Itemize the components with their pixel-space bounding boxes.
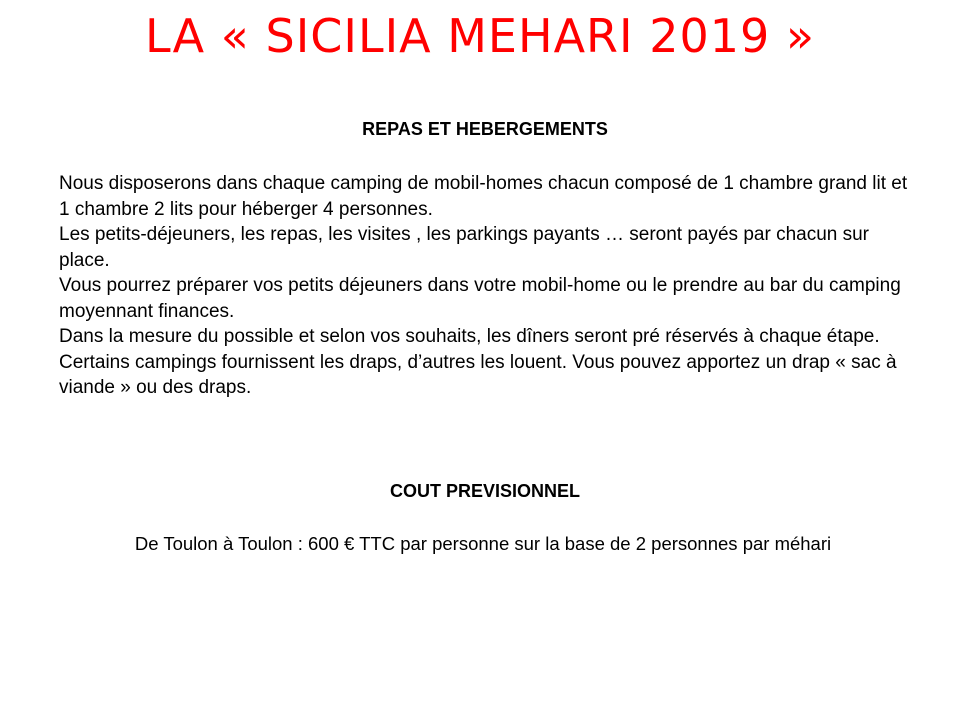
section-heading-repas: REPAS ET HEBERGEMENTS	[362, 119, 608, 139]
slide-title: LA « SICILIA MEHARI 2019 »	[144, 9, 816, 63]
cost-line: De Toulon à Toulon : 600 € TTC par personne sur la base de 2 personnes par méhari	[134, 533, 832, 554]
paragraph-diners: Dans la mesure du possible et selon vos souhaits, les dîners seront pré réservés à chaque étape.	[59, 326, 880, 347]
paragraph-mobil-homes: Nous disposerons dans chaque camping de mobil-homes chacun composé de 1 chambre grand lit et 1 chambre 2 lits pour héberger 4 personnes.	[59, 173, 908, 220]
paragraph-draps: Certains campings fournissent les draps, d’autres les louent. Vous pouvez apportez un drap « sac à viande » ou des draps.	[59, 351, 897, 398]
section-heading-cout: COUT PREVISIONNEL	[389, 481, 581, 501]
paragraph-repas: Les petits-déjeuners, les repas, les visites , les parkings payants … seront payés par chacun sur place.	[59, 224, 870, 271]
repas-body	[59, 171, 919, 401]
paragraph-petits-dejeuners: Vous pourrez préparer vos petits déjeuners dans votre mobil-home ou le prendre au bar du camping moyennant finances.	[59, 275, 901, 322]
